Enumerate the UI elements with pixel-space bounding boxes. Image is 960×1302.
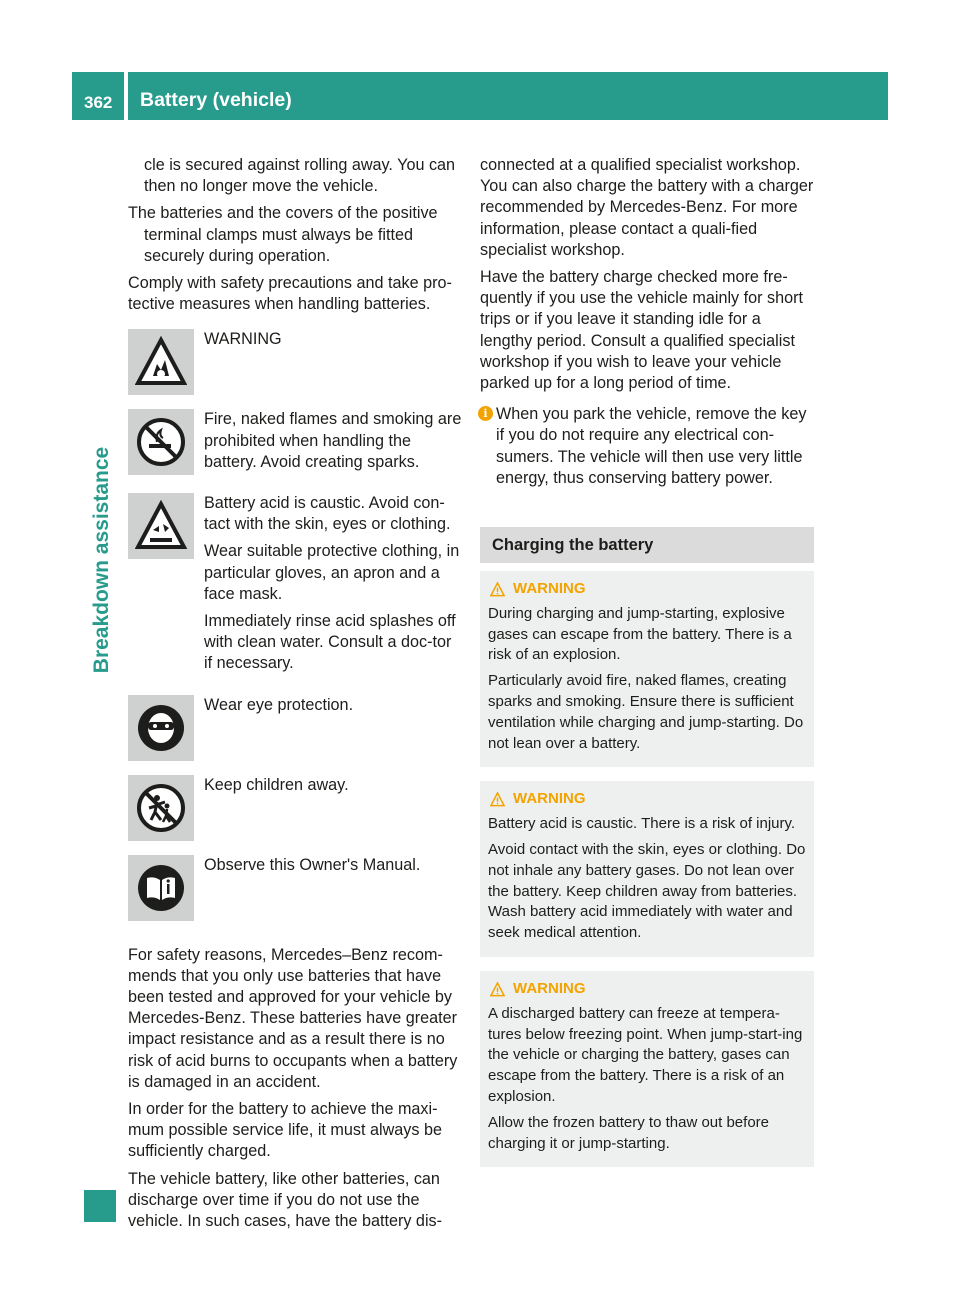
dash-list-item: The batteries and the covers of the positive terminal clamps must always be fitted securely during operation. <box>128 204 438 265</box>
explosion-warning-icon <box>128 329 194 395</box>
warning-text: During charging and jump-starting, explosive gases can escape from the battery. There is a risk of an explosion. <box>488 604 792 664</box>
symbol-row <box>128 855 462 921</box>
keep-children-away-icon <box>128 775 194 841</box>
right-column <box>480 155 814 1167</box>
symbol-row <box>128 493 462 681</box>
warning-title <box>488 979 806 1000</box>
symbol-text: Wear suitable protective clothing, in particular gloves, an apron and a face mask. <box>204 542 460 603</box>
section-heading: Charging the battery <box>480 527 814 563</box>
left-column <box>128 155 462 1238</box>
symbol-text: Battery acid is caustic. Avoid con-tact with the skin, eyes or clothing. <box>204 494 451 534</box>
body-paragraph: For safety reasons, Mercedes–Benz recom-mends that you only use batteries that have been tested and approved for your vehicle by Mercedes-Benz. These batteries have greater impact resistance and as a result there is no risk of acid burns to occupants when a battery is damaged in an accident. <box>128 945 458 1091</box>
warning-box <box>480 571 814 767</box>
warning-box <box>480 781 814 957</box>
symbol-row <box>128 409 462 479</box>
symbol-text: Immediately rinse acid splashes off with clean water. Consult a doc-tor if necessary. <box>204 612 456 673</box>
header-divider <box>124 72 128 120</box>
symbol-text: Fire, naked flames and smoking are prohibited when handling the battery. Avoid creating sparks. <box>204 410 462 471</box>
corrosive-acid-icon <box>128 493 194 559</box>
bullet-continuation: cle is secured against rolling away. You can then no longer move the vehicle. <box>144 156 456 196</box>
body-paragraph: The vehicle battery, like other batteries, can discharge over time if you do not use the vehicle. In such cases, have the battery dis- <box>128 1169 443 1231</box>
warning-text: Allow the frozen battery to thaw out before charging it or jump-starting. <box>488 1113 769 1152</box>
warning-label: WARNING <box>513 980 586 997</box>
intro-paragraph: Comply with safety precautions and take pro-tective measures when handling batteries. <box>128 274 452 314</box>
warning-title <box>488 789 806 810</box>
symbol-row <box>128 695 462 761</box>
warning-label: WARNING <box>513 580 586 598</box>
section-tab-label: Breakdown assistance <box>90 446 113 674</box>
warning-text: Battery acid is caustic. There is a risk of injury. <box>488 815 796 833</box>
no-fire-smoking-icon <box>128 409 194 475</box>
section-tab-marker <box>84 1190 116 1222</box>
warning-triangle-icon <box>490 582 505 597</box>
warning-text: Particularly avoid fire, naked flames, creating sparks and smoking. Ensure there is sufficient ventilation while charging and jump-starting. Do not lean over a battery. <box>488 672 804 752</box>
info-note-text: When you park the vehicle, remove the key if you do not require any electrical con-sumers. The vehicle will then use very little energy, thus conserving battery power. <box>496 405 807 487</box>
eye-protection-icon <box>128 695 194 761</box>
warning-text: A discharged battery can freeze at tempera-tures below freezing point. When jump-start-ing the vehicle or charging the battery, gases can escape from the battery. There is a risk of an explosion. <box>488 1004 803 1105</box>
body-paragraph: In order for the battery to achieve the maxi-mum possible service life, it must always be sufficiently charged. <box>128 1100 442 1161</box>
symbol-text: Keep children away. <box>204 775 349 794</box>
symbol-text: WARNING <box>204 330 282 349</box>
info-note <box>480 404 814 489</box>
page-number: 362 <box>84 93 113 112</box>
page-title: Battery (vehicle) <box>140 89 292 111</box>
owners-manual-icon <box>128 855 194 921</box>
symbol-text: Observe this Owner's Manual. <box>204 855 421 874</box>
info-icon: i <box>478 406 493 421</box>
warning-label: WARNING <box>513 790 586 808</box>
warning-text: Avoid contact with the skin, eyes or clothing. Do not inhale any battery gases. Do not lean over the battery. Keep children away from batteries. Wash battery acid immediately with water and seek medical attention. <box>488 841 806 942</box>
warning-triangle-icon <box>490 982 505 997</box>
body-paragraph: Have the battery charge checked more fre-quently if you use the vehicle mainly for short trips or if you leave it standing idle for a lengthy period. Consult a qualified specialist workshop if you wish to leave your vehicle parked up for a long period of time. <box>480 268 804 393</box>
body-paragraph: connected at a qualified specialist workshop. You can also charge the battery with a charger recommended by Mercedes-Benz. For more information, please contact a quali-fied specialist workshop. <box>480 156 814 259</box>
warning-box <box>480 971 814 1167</box>
warning-triangle-icon <box>490 792 505 807</box>
symbol-row <box>128 329 462 395</box>
symbol-row <box>128 775 462 841</box>
warning-title <box>488 579 806 600</box>
symbol-text: Wear eye protection. <box>204 695 354 714</box>
